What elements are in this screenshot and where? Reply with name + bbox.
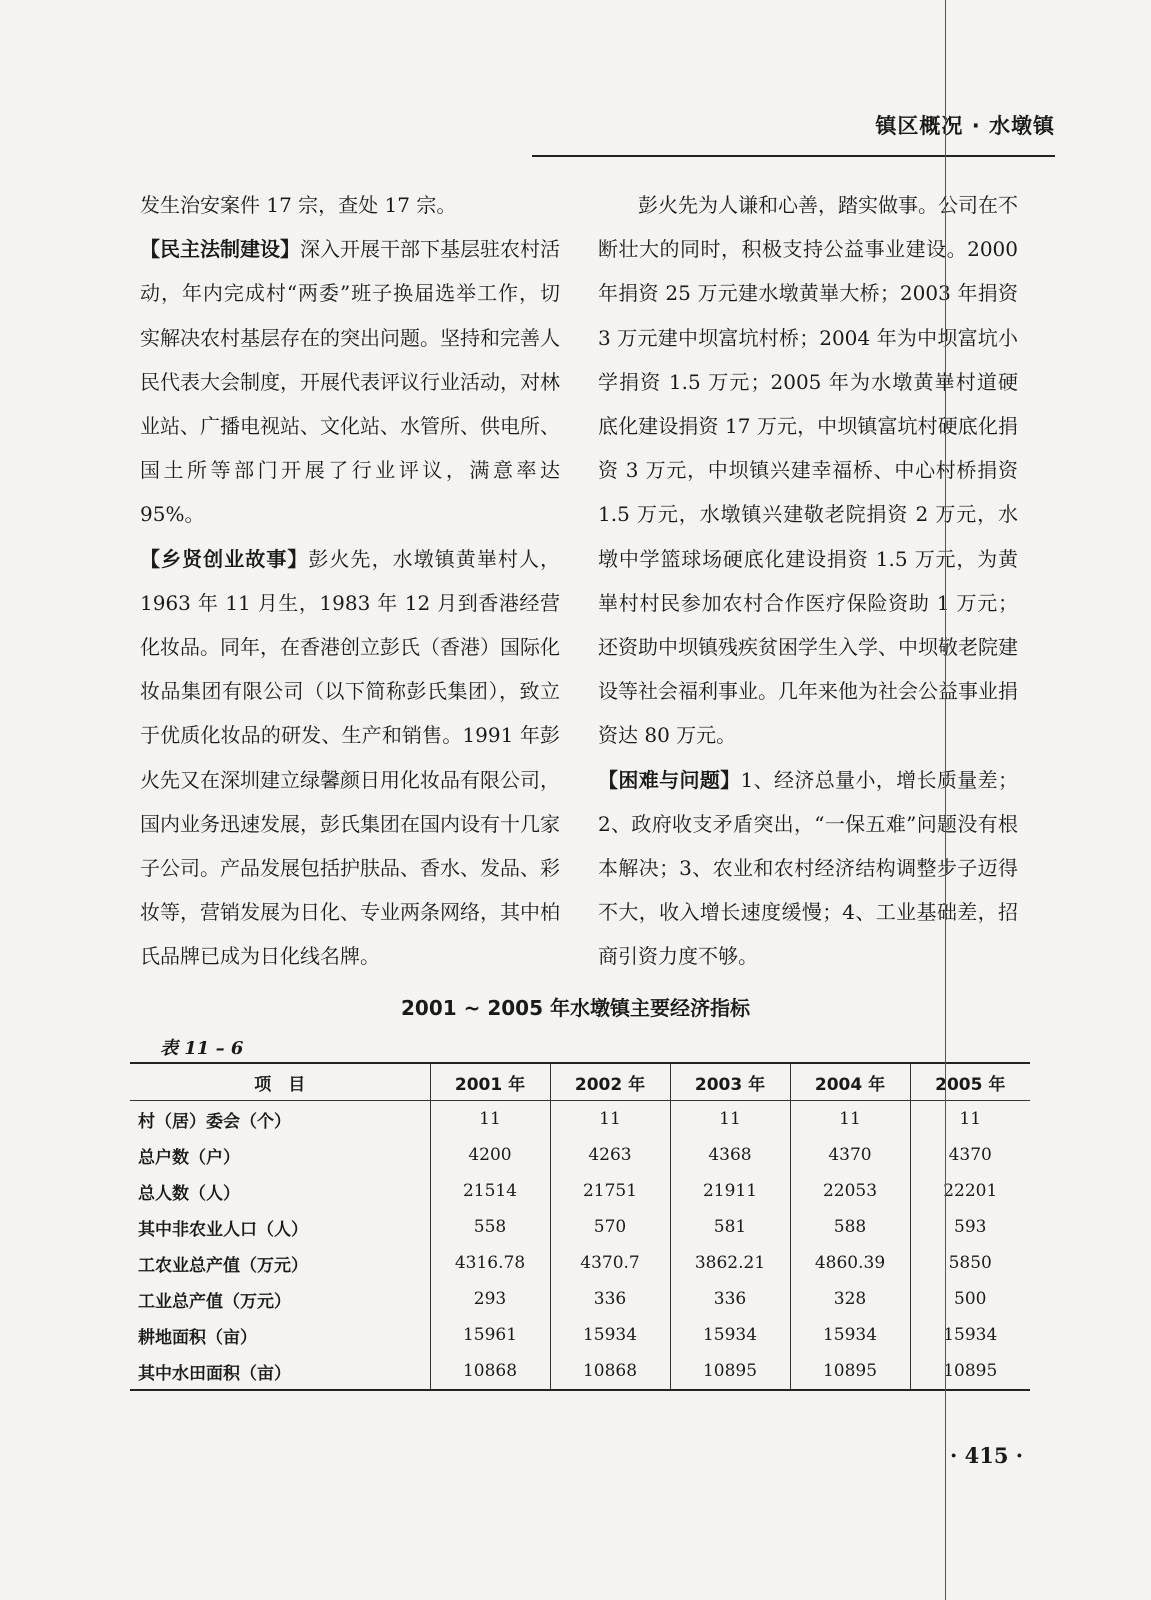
right-column xyxy=(598,183,1018,979)
row-label: 工业总产值（万元） xyxy=(138,1291,291,1312)
table-cell: 4860.39 xyxy=(790,1245,910,1281)
left-column xyxy=(140,183,560,979)
table-cell: 22201 xyxy=(910,1173,1030,1209)
table-cell: 3862.21 xyxy=(670,1245,790,1281)
paragraph-public-security: 发生治安案件 17 宗，查处 17 宗。 xyxy=(140,193,457,217)
table-cell: 10895 xyxy=(910,1353,1030,1390)
column-header-item: 项 目 xyxy=(130,1063,430,1101)
table-cell: 4200 xyxy=(430,1137,550,1173)
row-label: 村（居）委会（个） xyxy=(138,1111,291,1132)
section-body-entrepreneur-story: 彭火先，水墩镇黄崋村人，1963 年 11 月生，1983 年 12 月到香港经营化妆品。同年，在香港创立彭氏（香港）国际化妆品集团有限公司（以下简称彭氏集团），致立于优质化妆品的研发、生产和销售。1991 年彭火先又在深圳建立绿馨颜日用化妆品有限公司，国内业务迅速发展，彭氏集团在国内设有十几家子公司。产品发展包括护肤品、香水、发品、彩妆等，营销发展为日化、专业两条网络，其中柏氏品牌已成为日化线名牌。 xyxy=(140,546,561,969)
table-cell: 11 xyxy=(550,1101,670,1138)
table-cell: 10895 xyxy=(790,1353,910,1390)
table-row xyxy=(130,1281,1030,1317)
table-cell: 21514 xyxy=(430,1173,550,1209)
table-row xyxy=(130,1173,1030,1209)
section-body-democracy-law: 深入开展干部下基层驻农村活动，年内完成村“两委”班子换届选举工作，切实解决农村基层存在的突出问题。坚持和完善人民代表大会制度，开展代表评议行业活动，对林业站、广播电视站、文化站、水管所、供电所、国土所等部门开展了行业评议，满意率达 95%。 xyxy=(140,237,560,527)
table-cell: 10868 xyxy=(550,1353,670,1390)
table-cell: 581 xyxy=(670,1209,790,1245)
row-label: 耕地面积（亩） xyxy=(138,1327,257,1348)
table-cell: 593 xyxy=(910,1209,1030,1245)
row-label: 总户数（户） xyxy=(138,1147,240,1168)
table-row xyxy=(130,1353,1030,1390)
table-cell: 11 xyxy=(910,1101,1030,1138)
table-cell: 4370.7 xyxy=(550,1245,670,1281)
table-cell: 4316.78 xyxy=(430,1245,550,1281)
row-label: 其中水田面积（亩） xyxy=(138,1363,291,1384)
table-cell: 4370 xyxy=(910,1137,1030,1173)
economic-indicators-table xyxy=(130,1062,1030,1391)
table-cell: 5850 xyxy=(910,1245,1030,1281)
table-row xyxy=(130,1137,1030,1173)
table-cell: 4368 xyxy=(670,1137,790,1173)
table-cell: 293 xyxy=(430,1281,550,1317)
table-cell: 15961 xyxy=(430,1317,550,1353)
table-cell: 336 xyxy=(670,1281,790,1317)
table-cell: 4370 xyxy=(790,1137,910,1173)
table-cell: 22053 xyxy=(790,1173,910,1209)
header-rule xyxy=(532,155,1055,157)
table-cell: 10895 xyxy=(670,1353,790,1390)
table-row xyxy=(130,1101,1030,1138)
table-cell: 11 xyxy=(790,1101,910,1138)
table-row xyxy=(130,1209,1030,1245)
section-title-difficulties: 【困难与问题】 xyxy=(598,767,741,792)
table-cell: 21911 xyxy=(670,1173,790,1209)
table-label: 表 11 – 6 xyxy=(160,1038,244,1059)
table-cell: 11 xyxy=(670,1101,790,1138)
table-cell: 500 xyxy=(910,1281,1030,1317)
table-cell: 328 xyxy=(790,1281,910,1317)
table-header-row xyxy=(130,1063,1030,1101)
table-cell: 558 xyxy=(430,1209,550,1245)
column-header-2001: 2001 年 xyxy=(430,1063,550,1101)
row-label: 工农业总产值（万元） xyxy=(138,1255,308,1276)
row-label: 其中非农业人口（人） xyxy=(138,1219,308,1240)
table-row xyxy=(130,1317,1030,1353)
table-cell: 15934 xyxy=(670,1317,790,1353)
table-cell: 15934 xyxy=(910,1317,1030,1353)
section-body-difficulties: 1、经济总量小，增长质量差；2、政府收支矛盾突出，“一保五难”问题没有根本解决；3、农业和农村经济结构调整步子迈得不大，收入增长速度缓慢；4、工业基础差，招商引资力度不够。 xyxy=(598,767,1018,969)
paragraph-philanthropy: 彭火先为人谦和心善，踏实做事。公司在不断壮大的同时，积极支持公益事业建设。2000 年捐资 25 万元建水墩黄崋大桥；2003 年捐资 3 万元建中坝富坑村桥；2004 年为中坝富坑小学捐资 1.5 万元；2005 年为水墩黄崋村道硬底化建设捐资 17 万元，中坝镇富坑村硬底化捐资 3 万元，中坝镇兴建幸福桥、中心村桥捐资 1.5 万元，水墩镇兴建敬老院捐资 2 万元，水墩中学篮球场硬底化建设捐资 1.5 万元，为黄崋村村民参加农村合作医疗保险资助 1 万元；还资助中坝镇残疾贫困学生入学、中坝敬老院建设等社会福利事业。几年来他为社会公益事业捐资达 80 万元。 xyxy=(598,193,1018,748)
table-cell: 21751 xyxy=(550,1173,670,1209)
table-cell: 11 xyxy=(430,1101,550,1138)
row-label: 总人数（人） xyxy=(138,1183,240,1204)
table-title: 2001 ~ 2005 年水墩镇主要经济指标 xyxy=(401,996,750,1020)
table-cell: 15934 xyxy=(790,1317,910,1353)
column-header-2004: 2004 年 xyxy=(790,1063,910,1101)
paragraph-difficulties xyxy=(598,758,1018,979)
table-cell: 336 xyxy=(550,1281,670,1317)
table-cell: 4263 xyxy=(550,1137,670,1173)
table-cell: 588 xyxy=(790,1209,910,1245)
table-cell: 15934 xyxy=(550,1317,670,1353)
column-header-2005: 2005 年 xyxy=(910,1063,1030,1101)
column-header-2002: 2002 年 xyxy=(550,1063,670,1101)
paragraph-democracy-law xyxy=(140,227,560,536)
running-header: 镇区概况 · 水墩镇 xyxy=(875,114,1055,138)
paragraph-entrepreneur-story xyxy=(140,537,560,979)
table-row xyxy=(130,1245,1030,1281)
table-cell: 570 xyxy=(550,1209,670,1245)
page-number: · 415 · xyxy=(950,1443,1024,1468)
section-title-entrepreneur-story: 【乡贤创业故事】 xyxy=(140,546,309,571)
table-cell: 10868 xyxy=(430,1353,550,1390)
section-title-democracy-law: 【民主法制建设】 xyxy=(140,237,300,262)
scan-fold-line xyxy=(945,0,946,1600)
column-header-2003: 2003 年 xyxy=(670,1063,790,1101)
